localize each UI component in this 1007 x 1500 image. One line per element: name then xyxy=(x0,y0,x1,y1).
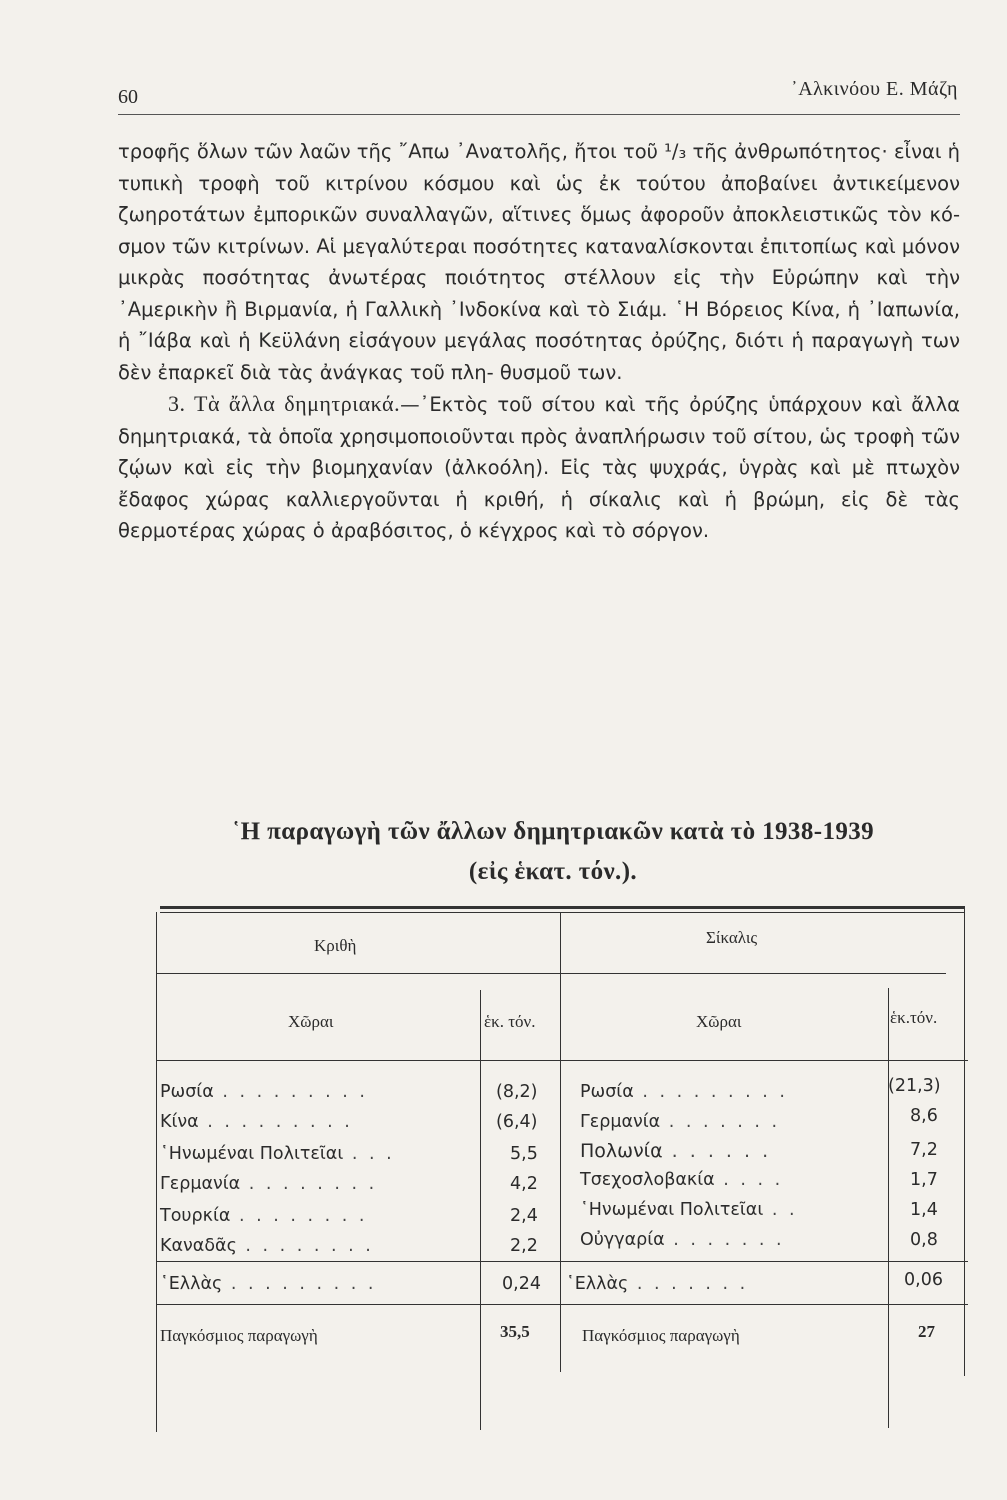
text-line: εἰς δὲ τὰς θερμοτέρας χώρας ὁ ἀραβόσιτος, ὁ κέγχρος καὶ τὸ xyxy=(118,487,960,542)
text-line: διότι ἡ παραγωγὴ των δὲν ἐπαρκεῖ διὰ τὰς ἀνάγκας τοῦ πλη- xyxy=(118,329,961,384)
rye-row-country: Οὐγγαρία . . . . . . . xyxy=(580,1230,785,1250)
table-left-rule xyxy=(156,912,157,1432)
page-number: 60 xyxy=(118,86,138,108)
body-text xyxy=(118,136,960,547)
rye-greece-value: 0,06 xyxy=(904,1270,943,1290)
barley-greece-country: ῾Ελλὰς . . . . . . . . . xyxy=(160,1274,377,1294)
section-heading: 3. Τὰ ἄλλα δημητριακά. xyxy=(168,391,401,416)
table-caption xyxy=(118,812,988,892)
barley-header: Κριθὴ xyxy=(314,936,357,955)
text-line: ἐπιτοπίως καὶ μόνον μικρὰς ποσότητας ἀνωτέρας ποιότητος xyxy=(118,234,960,289)
barley-row-country: Τουρκία . . . . . . . . xyxy=(160,1206,368,1226)
text-line: βιομηχανίαν (ἀλκοόλη). Εἰς τὰς ψυχράς, ὑγρὰς καὶ μὲ πτωχὸν xyxy=(311,456,960,479)
table-top-rule xyxy=(160,906,964,909)
barley-row-country: ῾Ηνωμέναι Πολιτεῖαι . . . xyxy=(160,1144,395,1164)
table-right-rule xyxy=(964,906,965,1376)
barley-row-country: Γερμανία . . . . . . . . xyxy=(160,1174,378,1194)
rye-row-value: (21,3) xyxy=(888,1076,941,1096)
cereal-production-table xyxy=(118,900,964,1460)
barley-row-country: Ρωσία . . . . . . . . . xyxy=(160,1082,368,1102)
rye-row-value: 7,2 xyxy=(910,1140,938,1160)
group-divider xyxy=(560,912,561,1372)
right-value-divider xyxy=(888,988,889,1428)
text-line: ὡς ἐκ τούτου ἀποβαίνει ἀντικείμενον ζωηροτάτων ἐμπορικῶν xyxy=(118,171,961,226)
rye-row-country: Πολωνία . . . . . . xyxy=(580,1140,772,1162)
rye-row-value: 1,7 xyxy=(910,1170,938,1190)
rye-world-value: 27 xyxy=(918,1322,935,1341)
text-line: ἀνθρωπότητος· εἶναι ἡ τυπικὴ τροφὴ τοῦ κιτρίνου κόσμου καὶ xyxy=(118,140,960,195)
group-header-rule xyxy=(156,973,946,974)
barley-unit-header: ἑκ. τόν. xyxy=(484,1012,536,1031)
running-head: ᾿Αλκινόου Ε. Μάζη xyxy=(791,78,958,100)
text-line: πρὸς ἀναπλήρωσιν τοῦ σίτου, ὡς τροφὴ τῶν ζῴων καὶ εἰς τὴν xyxy=(118,424,960,479)
barley-row-value: 2,2 xyxy=(510,1236,538,1256)
barley-row-country: Καναδᾶς . . . . . . . . xyxy=(160,1236,374,1256)
barley-world-value: 35,5 xyxy=(500,1322,530,1341)
barley-row-value: 5,5 xyxy=(510,1144,538,1164)
rye-row-value: 1,4 xyxy=(910,1200,938,1220)
rows-bottom-rule xyxy=(156,1261,968,1262)
barley-world-label: Παγκόσμιος παραγωγὴ xyxy=(160,1326,318,1345)
rye-countries-header: Χῶραι xyxy=(696,1012,742,1031)
page-header xyxy=(118,72,960,115)
barley-row-country: Κίνα . . . . . . . . . xyxy=(160,1112,353,1132)
caption-line: (εἰς ἑκατ. τόν.). xyxy=(468,858,638,885)
text-line: σμον τῶν κιτρίνων. Αἱ μεγαλύτεραι ποσότητες καταναλίσκονται xyxy=(118,234,754,258)
text-line: σόργον. xyxy=(631,519,710,542)
text-line: —᾿Εκτὸς τοῦ σίτου καὶ τῆς ὀρύζης xyxy=(400,393,760,416)
barley-countries-header: Χῶραι xyxy=(288,1012,334,1031)
rye-unit-header: ἑκ.τόν. xyxy=(890,1008,938,1027)
barley-row-value: 2,4 xyxy=(510,1206,538,1226)
rye-row-country: Τσεχοσλοβακία . . . . xyxy=(580,1170,784,1190)
paragraph-other-cereals xyxy=(118,388,960,547)
barley-row-value: (6,4) xyxy=(496,1112,538,1132)
rye-row-value: 8,6 xyxy=(910,1106,938,1126)
rye-row-country: ῾Ηνωμέναι Πολιτεῖαι . . xyxy=(580,1200,798,1220)
text-line: Γαλλικὴ ᾿Ινδοκίνα καὶ τὸ Σιάμ. ῾Η Βόρειος Κίνα, ἡ ᾿Ιαπωνία, xyxy=(364,297,960,321)
rye-row-value: 0,8 xyxy=(910,1230,938,1250)
rye-greece-country: ῾Ελλὰς . . . . . . . xyxy=(566,1274,749,1294)
text-line: ἡ ῎Ιάβα καὶ ἡ Κεϋλάνη εἰσάγουν μεγάλας ποσότητας ὀρύζης, xyxy=(118,329,728,352)
text-line: ὑπάρχουν καὶ ἄλλα δημητριακά, τὰ ὁποῖα χρησιμοποιοῦνται xyxy=(118,393,960,448)
text-line: τροφῆς ὅλων τῶν λαῶν τῆς ῎Απω ᾿Ανατολῆς, ἤτοι τοῦ ¹/₃ τῆς xyxy=(118,140,729,163)
text-line: θυσμοῦ των. xyxy=(499,360,623,384)
greece-bottom-rule xyxy=(156,1304,968,1305)
left-value-divider xyxy=(480,990,481,1430)
rye-header: Σίκαλις xyxy=(706,928,758,947)
barley-row-value: (8,2) xyxy=(496,1082,538,1102)
text-line: ἔδαφος χώρας καλλιεργοῦνται ἡ κριθή, ἡ σίκαλις καὶ ἡ βρώμη, xyxy=(118,487,826,511)
barley-row-value: 4,2 xyxy=(510,1174,538,1194)
caption-line: ῾Η παραγωγὴ τῶν ἄλλων δημητριακῶν κατὰ τὸ 1938-1939 xyxy=(231,818,875,845)
barley-greece-value: 0,24 xyxy=(502,1274,541,1294)
text-line: συναλλαγῶν, αἵτινες ὅμως ἀφοροῦν ἀποκλειστικῶς τὸν κό- xyxy=(365,203,960,226)
rye-row-country: Γερμανία . . . . . . . xyxy=(580,1112,781,1132)
rye-world-label: Παγκόσμιος παραγωγὴ xyxy=(582,1326,740,1345)
table-top-rule-thin xyxy=(160,912,964,913)
column-header-rule xyxy=(156,1060,968,1061)
text-line: στέλλουν εἰς τὴν Εὐρώπην καὶ τὴν ᾿Αμερικὴν ἢ Βιρμανία, ἡ xyxy=(118,266,960,321)
rye-row-country: Ρωσία . . . . . . . . . xyxy=(580,1082,788,1102)
paragraph-rice xyxy=(118,136,960,388)
